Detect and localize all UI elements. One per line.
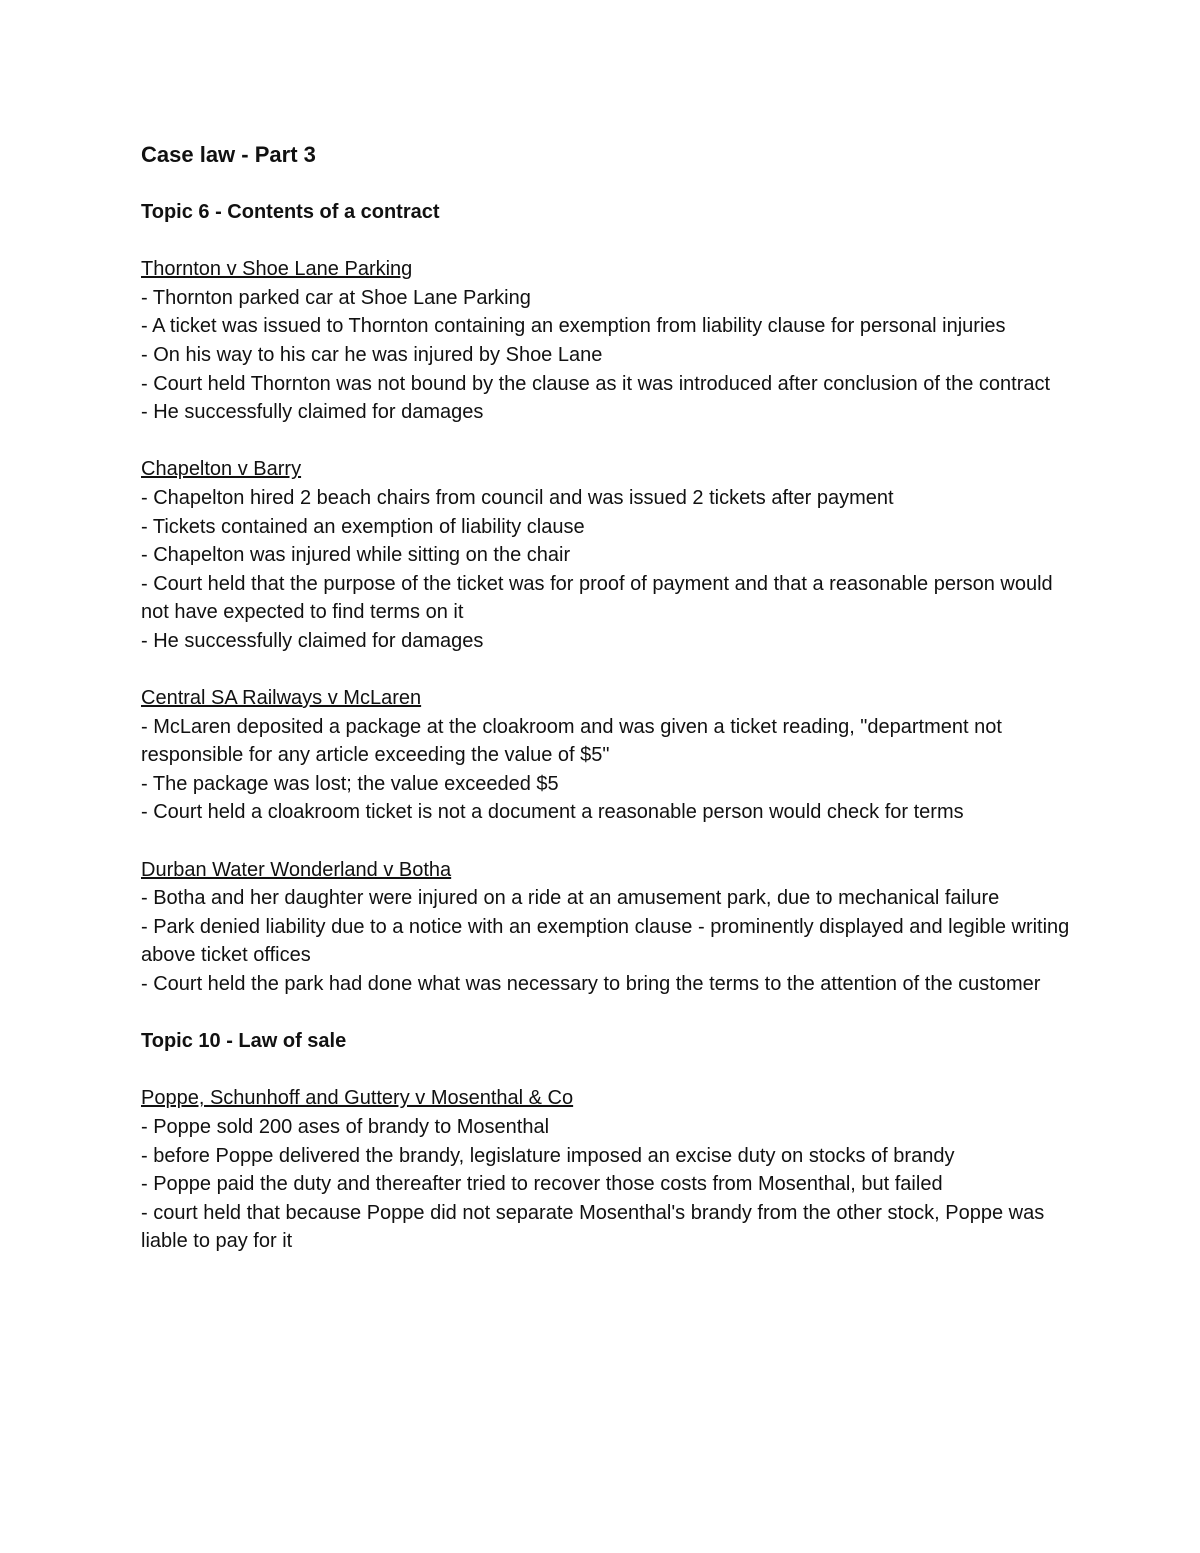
document-title: Case law - Part 3 bbox=[141, 142, 316, 167]
topic-heading: Topic 10 - Law of sale bbox=[141, 1030, 347, 1053]
spacer bbox=[141, 999, 1071, 1028]
spacer bbox=[141, 1056, 1071, 1085]
case-point: - Poppe sold 200 ases of brandy to Mosenthal bbox=[141, 1116, 550, 1138]
case-point: - He successfully claimed for damages bbox=[141, 401, 484, 424]
case-point: - Park denied liability due to a notice with an exemption clause - prominently displayed and legible writing above ticket offices bbox=[141, 915, 1070, 967]
case-point: - The package was lost; the value exceeded $5 bbox=[141, 772, 559, 795]
case-point: - McLaren deposited a package at the cloakroom and was given a ticket reading, "department not responsible for any article exceeding the value of $5" bbox=[141, 715, 1002, 767]
case-point: - Court held a cloakroom ticket is not a document a reasonable person would check for terms bbox=[141, 801, 964, 824]
case-point: - Chapelton was injured while sitting on the chair bbox=[141, 544, 571, 567]
case-point: - Thornton parked car at Shoe Lane Parking bbox=[141, 286, 531, 309]
spacer bbox=[141, 656, 1071, 685]
case-name: Chapelton v Barry bbox=[141, 458, 302, 481]
spacer bbox=[141, 227, 1071, 256]
case-point: - He successfully claimed for damages bbox=[141, 629, 484, 652]
case-point: - Botha and her daughter were injured on a ride at an amusement park, due to mechanical failure bbox=[141, 887, 1000, 910]
case-name: Durban Water Wonderland v Botha bbox=[141, 858, 452, 881]
case-point: - Court held the park had done what was necessary to bring the terms to the attention of the customer bbox=[141, 973, 1041, 996]
case-name: Poppe, Schunhoff and Guttery v Mosenthal & Co bbox=[141, 1087, 574, 1110]
case-name: Central SA Railways v McLaren bbox=[141, 687, 422, 710]
case-point: - Poppe paid the duty and thereafter tried to recover those costs from Mosenthal, but failed bbox=[141, 1173, 943, 1196]
spacer bbox=[141, 827, 1071, 856]
case-point: - On his way to his car he was injured by Shoe Lane bbox=[141, 343, 603, 366]
case-point: - court held that because Poppe did not separate Mosenthal's brandy from the other stock, Poppe was liable to pay for it bbox=[141, 1201, 1045, 1253]
case-point: - A ticket was issued to Thornton containing an exemption from liability clause for personal injuries bbox=[141, 315, 1006, 338]
topic-heading: Topic 6 - Contents of a contract bbox=[141, 201, 440, 223]
case-point: - Court held Thornton was not bound by the clause as it was introduced after conclusion of the contract bbox=[141, 372, 1051, 395]
case-name: Thornton v Shoe Lane Parking bbox=[141, 258, 413, 281]
spacer bbox=[141, 427, 1071, 456]
case-point: - before Poppe delivered the brandy, legislature imposed an excise duty on stocks of brandy bbox=[141, 1144, 955, 1167]
document-page bbox=[141, 140, 1071, 1256]
spacer bbox=[141, 170, 1071, 198]
case-point: - Court held that the purpose of the ticket was for proof of payment and that a reasonable person would not have expected to find terms on it bbox=[141, 572, 1053, 624]
case-point: - Chapelton hired 2 beach chairs from council and was issued 2 tickets after payment bbox=[141, 486, 894, 509]
case-point: - Tickets contained an exemption of liability clause bbox=[141, 515, 585, 538]
